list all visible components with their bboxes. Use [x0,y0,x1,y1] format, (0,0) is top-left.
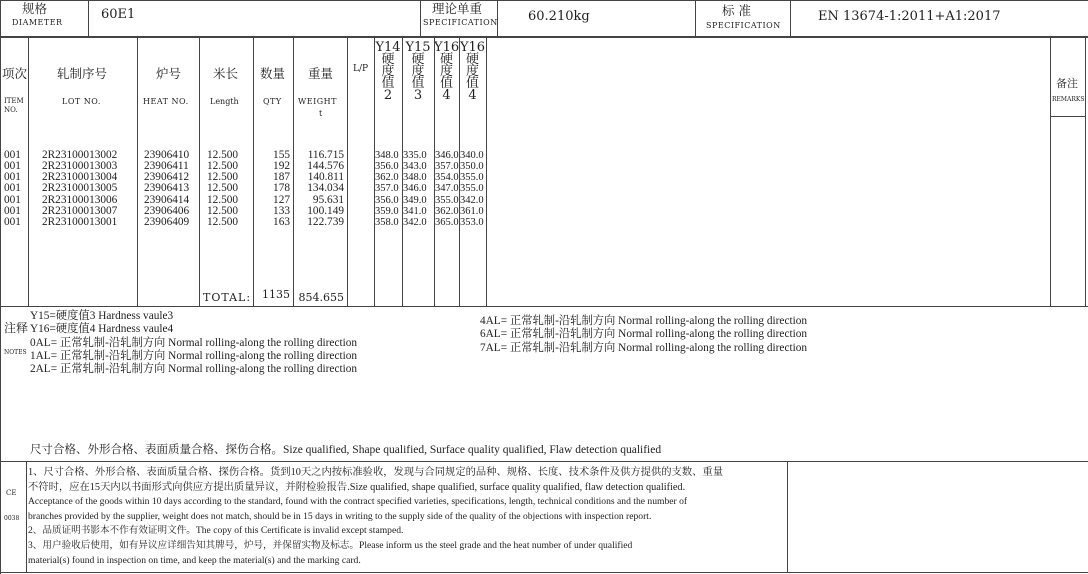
weight-header-en: WEIGHT [298,97,337,106]
table-row: 001 [4,160,21,173]
heat-header-cn: 炉号 [156,66,182,81]
ce-line: Acceptance of the goods within 10 days according to the standard, found with the contract specified varieties, specifications, length, technical conditions and the number of [28,496,688,508]
note-line: 7AL= 正常轧制-沿轧制方向 Normal rolling-along the rolling direction [480,341,808,354]
note-line: 1AL= 正常轧制-沿轧制方向 Normal rolling-along the rolling direction [30,349,358,362]
table-row: 001 [4,215,21,228]
remarks-header-en: REMARKS [1052,96,1085,103]
ce-line: branches provided by the supplier, weight does not match, should be in 15 days in writing to the supply side of the quality of the objections with inspection report. [28,510,652,522]
diameter-value: 60E1 [101,7,136,22]
unit-weight-label-en: SPECIFICATION [423,18,498,27]
item-column [4,128,21,239]
y16a-column: 346.0 357.0 354.0 347.0 355.0 362.0 365.0 [435,150,459,228]
heat-header-en: HEAT NO. [143,97,189,106]
qty-column: 155 192 187 178 127 133 163 [273,149,290,228]
unit-weight-value: 60.210kg [528,9,590,24]
note-line: 6AL= 正常轧制-沿轧制方向 Normal rolling-along the rolling direction [480,328,808,341]
unit-weight-label-cn: 理论单重 [432,1,483,16]
ce-number: 0038 [4,515,20,522]
table-row: 001 [4,204,21,217]
notes-right [480,315,807,355]
ce-mark: CE [6,489,17,497]
lot-header-en: LOT NO. [62,97,101,106]
notes-left [30,310,357,376]
y14-header: Y14 硬 度 值 2 [375,40,401,103]
note-line: Y16=硬度值4 Hardness vaule4 [30,323,174,336]
ce-line: 1、尺寸合格、外形合格、表面质量合格、探伤合格。货到10天之内按标准验收，发现与合同规定的品种、规格、长度、技术条件及供方提供的支数、重量 [28,467,724,478]
table-row: 001 [4,182,21,195]
total-weight: 854.655 [298,291,344,304]
qty-header-en: QTY [263,97,282,106]
lp-header: L/P [353,64,369,74]
standard-label-cn: 标 准 [722,3,751,18]
qty-header-cn: 数量 [260,66,286,81]
note-line: 2AL= 正常轧制-沿轧制方向 Normal rolling-along the rolling direction [30,363,358,376]
heat-column: 23906410 23906411 23906412 23906413 23906414 23906406 23906409 [144,149,190,228]
ce-line: 3、用户验收后使用，如有异议应详细告知其牌号，炉号，并保留实物及标志。Please inform us the steel grade and the heat number of under qualified [28,539,633,551]
standard-value: EN 13674-1:2011+A1:2017 [818,9,1001,24]
note-line: 4AL= 正常轧制-沿轧制方向 Normal rolling-along the rolling direction [480,315,808,327]
note-line: 0AL= 正常轧制-沿轧制方向 Normal rolling-along the rolling direction [30,336,358,349]
length-column: 12.500 12.500 12.500 12.500 12.500 12.500 12.500 [207,149,239,228]
qualified-statement: 尺寸合格、外形合格、表面质量合格、探伤合格。Size qualified, Shape qualified, Surface quality qualified, Flaw detection qualified [30,444,662,456]
item-header-cn: 项次 [2,66,28,81]
ce-line: 不符时，应在15天内以书面形式向供应方提出质量异议，并附检验报告.Size qualified, shape qualified, surface quality qualified, flaw detection qualified. [28,481,686,493]
diameter-label-en: DIAMETER [12,18,63,27]
notes-label-en: NOTES [4,349,27,356]
weight-column: 116.715 144.576 140.811 134.034 95.631 100.149 122.739 [307,149,344,228]
y15-column: 335.0 343.0 348.0 346.0 349.0 341.0 342.0 [403,150,427,228]
weight-header-unit: t [319,109,323,118]
y15-header: Y15 硬 度 值 3 [405,40,431,103]
y16a-header: Y16 硬 度 值 4 [434,40,460,103]
ce-line: 2、品质证明书影本不作有效证明文件。The copy of this Certificate is invalid except stamped. [28,525,404,537]
item-header-en: ITEM NO. [4,97,24,114]
y16b-header: Y16 硬 度 值 4 [459,40,486,103]
lot-column: 2R23100013002 2R23100013003 2R23100013004 2R23100013005 2R23100013006 2R23100013007 2R23100013001 [42,149,118,228]
length-header-cn: 米长 [213,66,239,81]
ce-terms [28,466,723,568]
table-row: 001 [4,193,21,206]
table-row: 001 [4,149,21,162]
total-qty: 1135 [262,288,290,301]
y16b-column: 340.0 350.0 355.0 355.0 342.0 361.0 353.0 [460,150,484,228]
length-header-en: Length [210,97,239,106]
diameter-label-cn: 规格 [22,1,48,16]
ce-line: material(s) found in inspection on time, and keep the material(s) and the marking card. [28,554,361,566]
weight-header-cn: 重量 [308,66,334,81]
y14-column: 348.0 356.0 362.0 357.0 356.0 359.0 358.0 [375,150,399,228]
note-line: Y15=硬度值3 Hardness vaule3 [30,310,174,322]
table-row: 001 [4,171,21,184]
remarks-header-cn: 备注 [1056,77,1078,90]
lot-header-cn: 轧制序号 [57,66,108,81]
standard-label-en: SPECIFICATION [706,21,781,30]
notes-label-cn: 注释 [4,321,29,335]
total-label: TOTAL: [203,291,252,304]
